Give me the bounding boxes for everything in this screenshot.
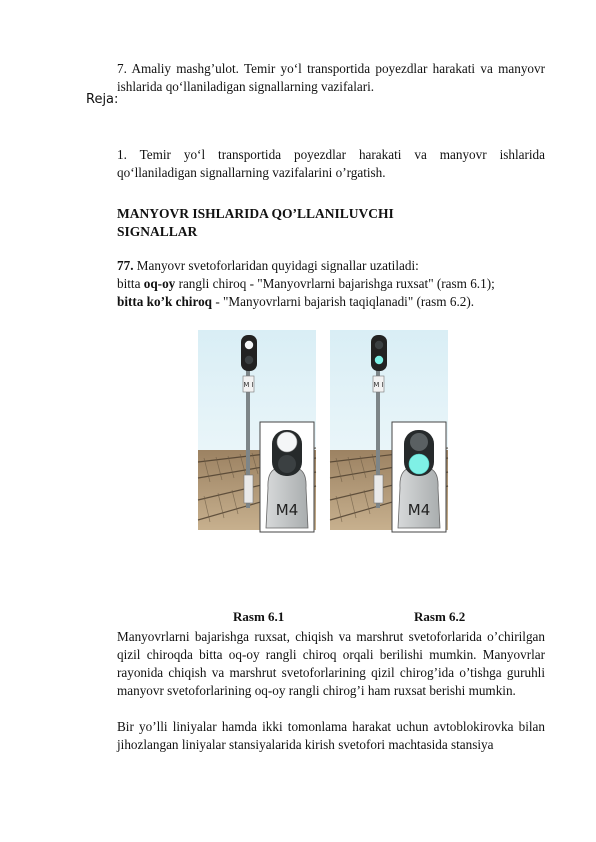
signal-blue-term: bitta ko’k chiroq [117, 294, 213, 309]
plan-label: Reja: [86, 92, 119, 107]
signal-figure [190, 330, 475, 585]
signal-line-blue-text: - "Manyovrlarni bajarish taqiqlanadi" (rasm 6.2). [212, 294, 475, 309]
paragraph-77 [117, 258, 419, 274]
signal-6-1 [198, 330, 316, 532]
signal-white-term: oq-oy [143, 276, 176, 291]
signal-6-2 [330, 330, 448, 532]
signal-sign-text: M4 [275, 501, 299, 519]
caption-6-1: Rasm 6.1 [233, 609, 285, 624]
mast-plate: M I [373, 381, 384, 389]
signal-line-white-text: rangli chiroq - "Manyovrlarni bajarishga ruxsat" (rasm 6.1); [175, 276, 495, 291]
signal-line-white-prefix: bitta [117, 276, 144, 291]
blue-lamp-icon [375, 356, 383, 364]
paragraph-77-text: Manyovr svetoforlaridan quyidagi signallar uzatiladi: [133, 258, 419, 273]
plan-item: 1. Temir yo‘l transportida poyezdlar harakati va manyovr ishlarida qo‘llaniladigan signallarning vazifalarini o’rgatish. [117, 147, 545, 180]
paragraph-number: 77. [117, 258, 134, 273]
signal-sign-text: M4 [407, 501, 431, 519]
mast-plate: M I [243, 381, 254, 389]
section-heading: MANYOVR ISHLARIDA QO’LLANILUVCHI SIGNALLAR [117, 206, 394, 239]
signal-line-blue [117, 294, 474, 310]
caption-6-2: Rasm 6.2 [414, 609, 466, 624]
signal-line-white [117, 276, 495, 292]
white-lamp-icon [245, 341, 253, 349]
intro-paragraph: 7. Amaliy mashg’ulot. Temir yo‘l transportida poyezdlar harakati va manyovr ishlarida qo‘llaniladigan signallarning vazifalari. [117, 61, 545, 94]
body-paragraph-1: Manyovrlarni bajarishga ruxsat, chiqish va marshrut svetoforlarida o’chirilgan qizil chiroqda bitta oq-oy rangli chiroq orqali berilishi mumkin. Manyovrlar rayonida chiqish va marshrut svetoforlarining qizil chirog’ida o’tishga guruhli manyovr svetoforlarining oq-oy rangli chirog’i ham ruxsat berishi mumkin. [117, 629, 545, 698]
body-paragraph-2: Bir yo’lli liniyalar hamda ikki tomonlama harakat uchun avtoblokirovka bilan jihozlangan liniyalar stansiyalarida kirish svetofori machtasida stansiya [117, 719, 545, 752]
